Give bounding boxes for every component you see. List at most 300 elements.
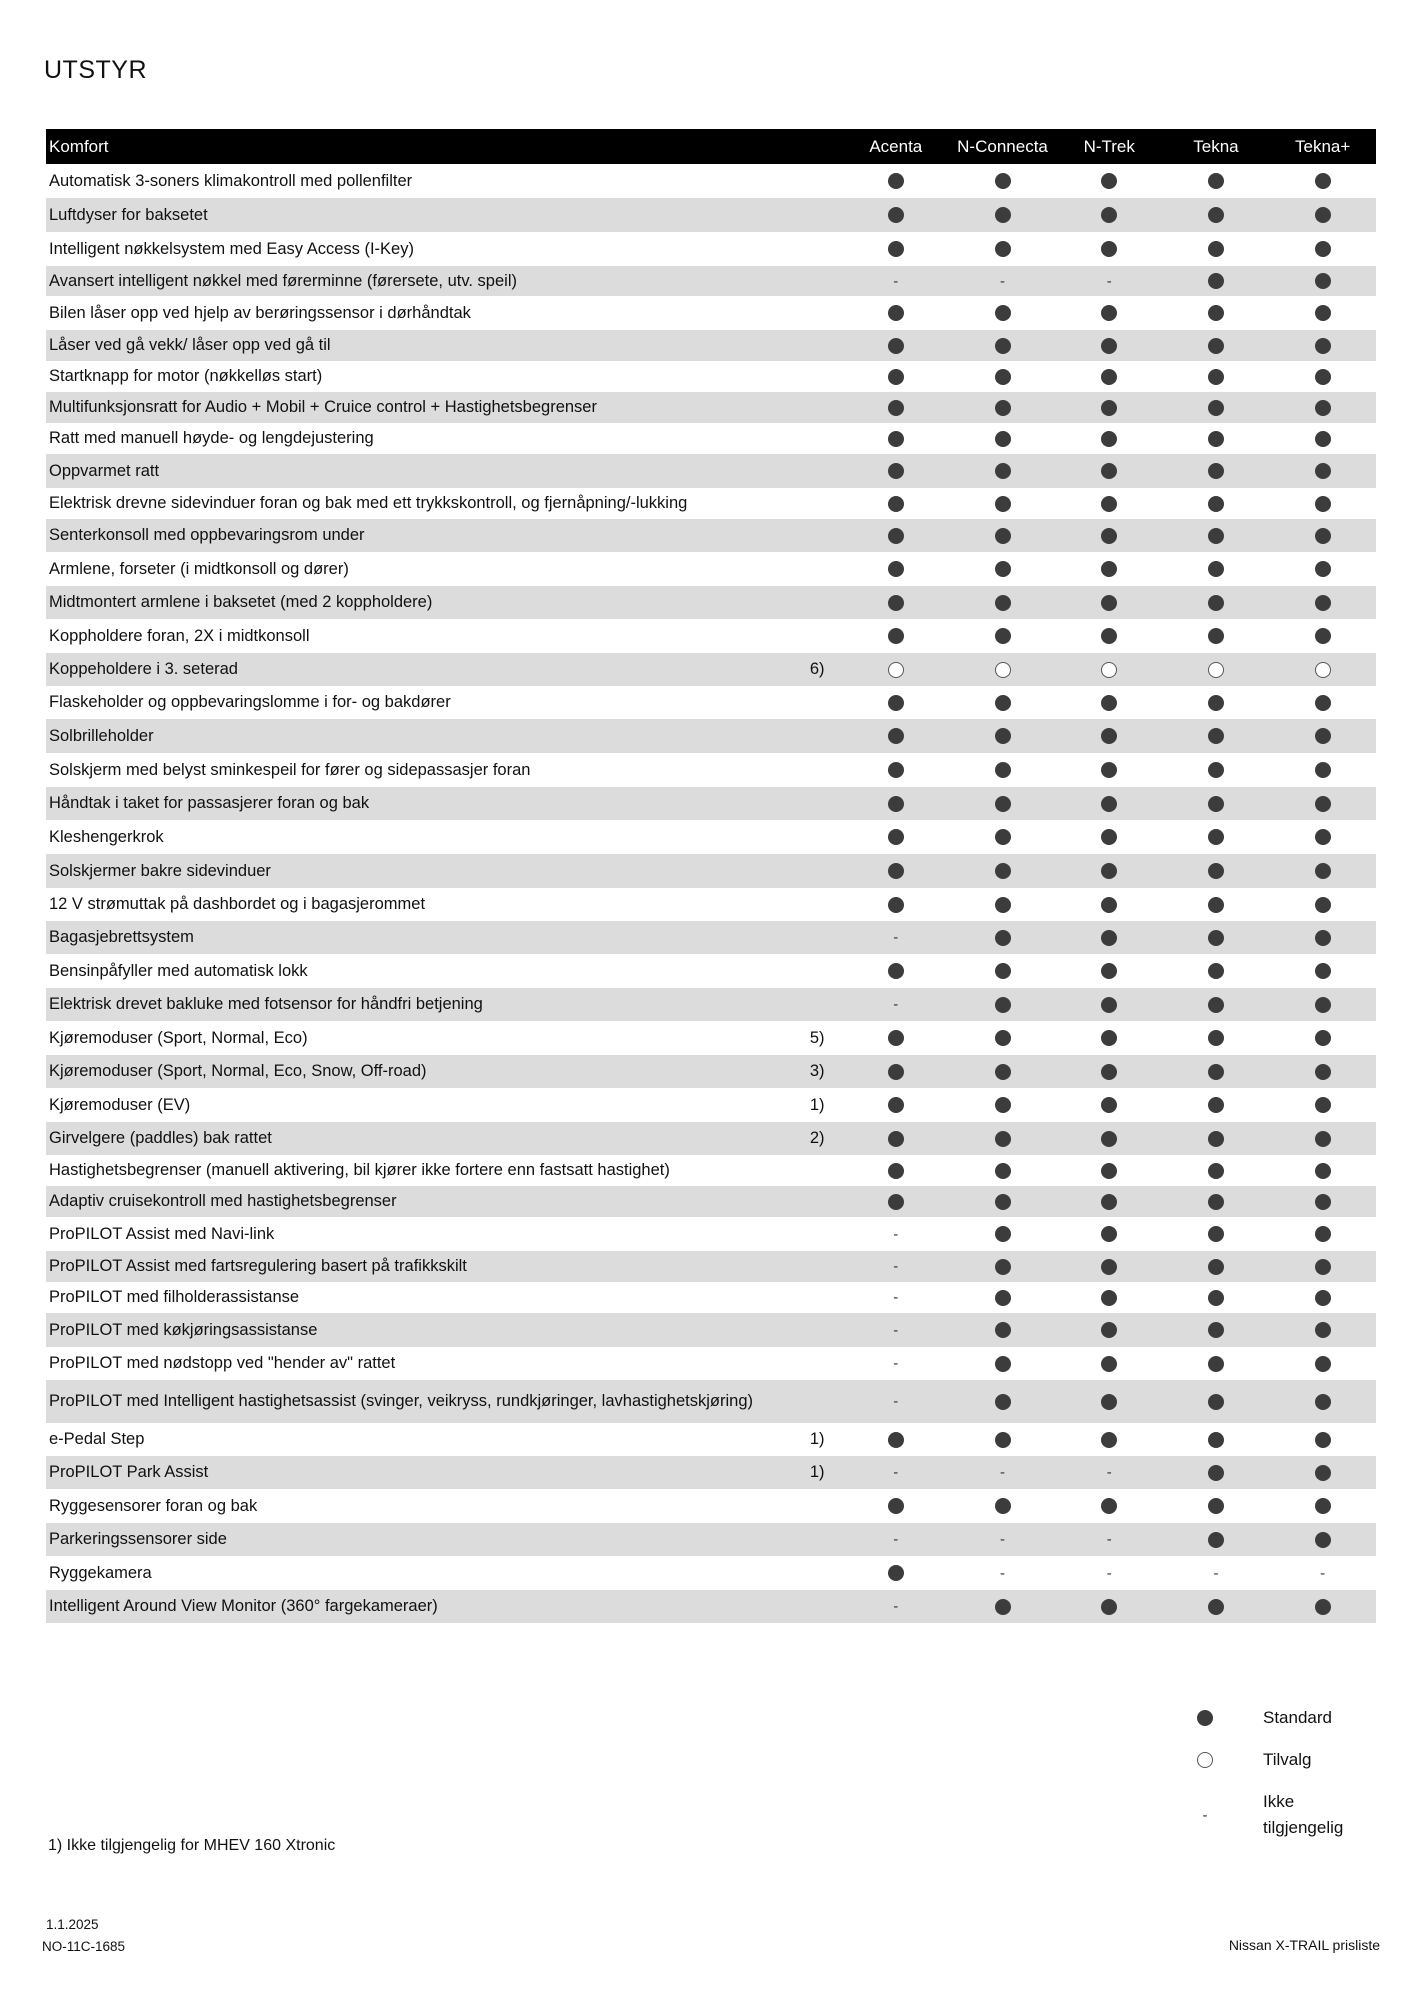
standard-dot-icon	[1101, 1226, 1117, 1242]
standard-dot-icon	[1315, 997, 1331, 1013]
row-label: Armlene, forseter (i midtkonsoll og dører)	[49, 559, 349, 578]
standard-dot-icon	[1315, 1030, 1331, 1046]
value-cell	[1269, 273, 1376, 289]
value-cell	[842, 1598, 949, 1615]
legend-text: Tilvalg	[1263, 1750, 1312, 1769]
standard-dot-icon	[1101, 496, 1117, 512]
value-cell	[842, 796, 949, 812]
standard-dot-icon	[1208, 1097, 1224, 1113]
standard-dot-icon	[888, 963, 904, 979]
row-label: ProPILOT med nødstopp ved "hender av" rattet	[49, 1354, 396, 1372]
row-label: Girvelgere (paddles) bak rattet	[49, 1129, 272, 1147]
standard-dot-icon	[1101, 1259, 1117, 1275]
standard-dot-icon	[995, 1498, 1011, 1514]
not-available-dash: -	[893, 1289, 899, 1306]
table-row	[46, 753, 1376, 787]
row-label: Senterkonsoll med oppbevaringsrom under	[49, 526, 365, 544]
value-cell	[1056, 241, 1163, 257]
standard-dot-icon	[888, 1030, 904, 1046]
standard-dot-icon	[1315, 173, 1331, 189]
not-available-dash: -	[893, 1531, 899, 1548]
standard-dot-icon	[1315, 595, 1331, 611]
value-cell	[1269, 528, 1376, 544]
table-row	[46, 232, 1376, 266]
standard-dot-icon	[1315, 305, 1331, 321]
value-cell	[949, 1464, 1056, 1481]
row-label: Solskjermer bakre sidevinduer	[49, 861, 271, 880]
value-cell	[1163, 1356, 1270, 1372]
table-row	[46, 392, 1376, 423]
value-cell	[1056, 1131, 1163, 1147]
table-row	[46, 361, 1376, 392]
standard-dot-icon	[1315, 1194, 1331, 1210]
table-row	[46, 820, 1376, 854]
row-label: Bensinpåfyller med automatisk lokk	[49, 961, 308, 980]
standard-dot-icon	[888, 628, 904, 644]
footer-code: NO-11C-1685	[42, 1939, 126, 1954]
value-cell	[949, 1599, 1056, 1615]
standard-dot-icon	[1101, 305, 1117, 321]
value-cell	[842, 996, 949, 1013]
value-cell	[1056, 1226, 1163, 1242]
standard-dot-icon	[1208, 997, 1224, 1013]
value-cell	[1056, 400, 1163, 416]
standard-dot-icon	[1315, 528, 1331, 544]
value-cell	[949, 1064, 1056, 1080]
table-row	[46, 1055, 1376, 1088]
optional-circle-icon	[888, 662, 904, 678]
table-row	[46, 1251, 1376, 1282]
value-cell	[1163, 1599, 1270, 1615]
footer-date: 1.1.2025	[46, 1917, 99, 1932]
row-label: Oppvarmet ratt	[49, 461, 160, 480]
standard-dot-icon	[1315, 796, 1331, 812]
value-cell	[1163, 305, 1270, 321]
standard-dot-icon	[888, 829, 904, 845]
value-cell	[842, 338, 949, 354]
standard-dot-icon	[995, 561, 1011, 577]
standard-dot-icon	[1101, 1131, 1117, 1147]
standard-dot-icon	[1315, 463, 1331, 479]
standard-dot-icon	[1208, 930, 1224, 946]
legend-item	[1195, 1705, 1395, 1731]
standard-dot-icon	[1315, 930, 1331, 946]
value-cell	[949, 1565, 1056, 1582]
value-cell	[1163, 762, 1270, 778]
value-cell	[842, 762, 949, 778]
standard-dot-icon	[1315, 963, 1331, 979]
standard-dot-icon	[1208, 431, 1224, 447]
standard-dot-icon	[995, 595, 1011, 611]
standard-dot-icon	[995, 207, 1011, 223]
value-cell	[1269, 1599, 1376, 1615]
table-row	[46, 330, 1376, 361]
standard-dot-icon	[1208, 173, 1224, 189]
value-cell	[1163, 1064, 1270, 1080]
value-cell	[1163, 695, 1270, 711]
value-cell	[1269, 728, 1376, 744]
standard-dot-icon	[1208, 1131, 1224, 1147]
row-label: Midtmontert armlene i baksetet (med 2 koppholdere)	[49, 593, 433, 611]
value-cell	[949, 369, 1056, 385]
value-cell	[949, 400, 1056, 416]
value-cell	[1056, 1432, 1163, 1448]
value-cell	[1269, 241, 1376, 257]
row-note: 1)	[809, 1430, 825, 1448]
value-cell	[949, 273, 1056, 290]
value-cell	[1269, 463, 1376, 479]
table-row	[46, 1347, 1376, 1380]
standard-dot-icon	[888, 305, 904, 321]
row-label: Luftdyser for baksetet	[49, 205, 208, 224]
standard-dot-icon	[1101, 695, 1117, 711]
standard-dot-icon	[1315, 1356, 1331, 1372]
standard-dot-icon	[995, 695, 1011, 711]
standard-dot-icon	[888, 595, 904, 611]
standard-dot-icon	[1208, 1226, 1224, 1242]
standard-dot-icon	[1315, 241, 1331, 257]
standard-dot-icon	[995, 1290, 1011, 1306]
table-row	[46, 787, 1376, 820]
value-cell	[949, 863, 1056, 879]
standard-dot-icon	[1208, 595, 1224, 611]
standard-dot-icon	[888, 728, 904, 744]
standard-dot-icon	[1315, 695, 1331, 711]
row-label: Bagasjebrettsystem	[49, 928, 194, 946]
value-cell	[949, 1394, 1056, 1410]
value-cell	[842, 1163, 949, 1179]
value-cell	[949, 930, 1056, 946]
value-cell	[1269, 207, 1376, 223]
value-cell	[1163, 1432, 1270, 1448]
row-label: ProPILOT med køkjøringsassistanse	[49, 1320, 318, 1339]
value-cell	[842, 1355, 949, 1372]
table-row	[46, 1590, 1376, 1623]
standard-dot-icon	[888, 1194, 904, 1210]
standard-dot-icon	[1315, 1064, 1331, 1080]
row-label: Koppholdere foran, 2X i midtkonsoll	[49, 626, 310, 645]
standard-dot-icon	[1208, 762, 1224, 778]
value-cell	[1269, 496, 1376, 512]
standard-dot-icon	[995, 463, 1011, 479]
value-cell	[1056, 1290, 1163, 1306]
legend-item	[1195, 1747, 1395, 1773]
not-available-dash: -	[1106, 1464, 1112, 1481]
value-cell	[842, 496, 949, 512]
value-cell	[1056, 369, 1163, 385]
legend-text: Standard	[1263, 1708, 1332, 1727]
row-note: 3)	[809, 1062, 825, 1080]
value-cell	[1056, 863, 1163, 879]
value-cell	[1269, 829, 1376, 845]
value-cell	[1269, 338, 1376, 354]
table-row	[46, 921, 1376, 954]
standard-dot-icon	[995, 762, 1011, 778]
value-cell	[842, 1194, 949, 1210]
table-row	[46, 1155, 1376, 1186]
value-cell	[1269, 628, 1376, 644]
standard-dot-icon	[1315, 1259, 1331, 1275]
value-cell	[842, 728, 949, 744]
value-cell	[842, 241, 949, 257]
header-tekna: Tekna	[1193, 136, 1239, 156]
value-cell	[1269, 863, 1376, 879]
value-cell	[1269, 1030, 1376, 1046]
value-cell	[949, 1131, 1056, 1147]
value-cell	[1056, 496, 1163, 512]
value-cell	[842, 662, 949, 678]
row-label: Kleshengerkrok	[49, 827, 164, 846]
value-cell	[949, 628, 1056, 644]
standard-dot-icon	[1208, 628, 1224, 644]
standard-dot-icon	[995, 1097, 1011, 1113]
value-cell	[842, 1322, 949, 1339]
standard-dot-icon	[888, 496, 904, 512]
standard-dot-icon	[1208, 897, 1224, 913]
row-label: Automatisk 3-soners klimakontroll med pollenfilter	[49, 171, 413, 190]
row-label: Intelligent Around View Monitor (360° fargekameraer)	[49, 1597, 438, 1615]
value-cell	[842, 369, 949, 385]
footnote: 1) Ikke tilgjengelig for MHEV 160 Xtronic	[48, 1837, 336, 1854]
value-cell	[949, 1498, 1056, 1514]
value-cell	[1269, 1097, 1376, 1113]
value-cell	[1163, 595, 1270, 611]
standard-dot-icon	[995, 1599, 1011, 1615]
value-cell	[949, 796, 1056, 812]
standard-dot-icon	[1208, 338, 1224, 354]
table-row	[46, 586, 1376, 619]
row-note: 1)	[809, 1463, 825, 1481]
value-cell	[1056, 1565, 1163, 1582]
standard-dot-icon	[1101, 463, 1117, 479]
value-cell	[1163, 963, 1270, 979]
value-cell	[842, 1565, 949, 1581]
value-cell	[1269, 1394, 1376, 1410]
row-label: Adaptiv cruisekontroll med hastighetsbegrenser	[49, 1192, 397, 1210]
value-cell	[949, 1322, 1056, 1338]
table-row	[46, 954, 1376, 988]
standard-dot-icon	[888, 796, 904, 812]
table-row	[46, 1380, 1376, 1423]
standard-dot-icon	[995, 1030, 1011, 1046]
value-cell	[1056, 1394, 1163, 1410]
value-cell	[1056, 1356, 1163, 1372]
standard-dot-icon	[995, 400, 1011, 416]
standard-dot-icon	[1101, 863, 1117, 879]
standard-dot-icon	[1208, 1599, 1224, 1615]
value-cell	[1163, 561, 1270, 577]
legend-symbol	[1195, 1752, 1215, 1768]
standard-dot-icon	[1101, 897, 1117, 913]
row-label: Elektrisk drevne sidevinduer foran og bak med ett trykkskontroll, og fjernåpning/-lukking	[49, 494, 688, 512]
row-label: Koppeholdere i 3. seterad	[49, 660, 238, 678]
standard-dot-icon	[995, 431, 1011, 447]
standard-dot-icon	[1101, 1163, 1117, 1179]
row-note: 2)	[809, 1129, 825, 1147]
standard-dot-icon	[1101, 1356, 1117, 1372]
standard-dot-icon	[1315, 1322, 1331, 1338]
standard-dot-icon	[995, 728, 1011, 744]
optional-circle-icon	[1101, 662, 1117, 678]
standard-dot-icon	[1315, 863, 1331, 879]
standard-dot-icon	[1208, 1465, 1224, 1481]
standard-dot-icon	[1101, 728, 1117, 744]
value-cell	[1056, 463, 1163, 479]
row-note: 5)	[809, 1028, 825, 1047]
value-cell	[1163, 369, 1270, 385]
value-cell	[1269, 1498, 1376, 1514]
value-cell	[949, 1030, 1056, 1046]
value-cell	[1163, 528, 1270, 544]
not-available-dash: -	[893, 1258, 899, 1275]
value-cell	[949, 897, 1056, 913]
standard-dot-icon	[1208, 1030, 1224, 1046]
not-available-dash: -	[1106, 1531, 1112, 1548]
value-cell	[1163, 1565, 1270, 1582]
standard-dot-icon	[1101, 1599, 1117, 1615]
value-cell	[949, 1356, 1056, 1372]
value-cell	[949, 561, 1056, 577]
value-cell	[842, 897, 949, 913]
standard-dot-icon	[1208, 1194, 1224, 1210]
value-cell	[842, 1531, 949, 1548]
value-cell	[842, 628, 949, 644]
standard-dot-icon	[1315, 1394, 1331, 1410]
value-cell	[1269, 897, 1376, 913]
standard-dot-icon	[888, 897, 904, 913]
value-cell	[1163, 1163, 1270, 1179]
value-cell	[842, 463, 949, 479]
row-label: Solskjerm med belyst sminkespeil for fører og sidepassasjer foran	[49, 760, 531, 779]
value-cell	[842, 528, 949, 544]
value-cell	[949, 595, 1056, 611]
standard-dot-icon	[1101, 338, 1117, 354]
value-cell	[1056, 628, 1163, 644]
value-cell	[1056, 1030, 1163, 1046]
standard-dot-icon	[1315, 431, 1331, 447]
value-cell	[1163, 273, 1270, 289]
value-cell	[1163, 1322, 1270, 1338]
standard-dot-icon	[1208, 369, 1224, 385]
standard-dot-icon	[1208, 695, 1224, 711]
value-cell	[1056, 561, 1163, 577]
standard-dot-icon	[888, 1097, 904, 1113]
value-cell	[949, 305, 1056, 321]
standard-dot-icon	[1101, 1194, 1117, 1210]
row-label: Ratt med manuell høyde- og lengdejustering	[49, 429, 374, 447]
table-row	[46, 1423, 1376, 1456]
not-available-dash: -	[1106, 1564, 1112, 1582]
row-label: 12 V strømuttak på dashbordet og i bagasjerommet	[49, 895, 426, 913]
standard-dot-icon	[995, 1259, 1011, 1275]
value-cell	[1056, 305, 1163, 321]
table-row	[46, 1556, 1376, 1590]
table-row	[46, 198, 1376, 232]
value-cell	[1163, 662, 1270, 678]
not-available-dash: -	[893, 1355, 899, 1372]
value-cell	[842, 1064, 949, 1080]
value-cell	[1163, 1394, 1270, 1410]
standard-dot-icon	[995, 338, 1011, 354]
standard-dot-icon	[1208, 273, 1224, 289]
value-cell	[1269, 369, 1376, 385]
value-cell	[949, 528, 1056, 544]
row-label: ProPILOT med Intelligent hastighetsassist (svinger, veikryss, rundkjøringer, lavhastighetskjøring)	[49, 1392, 753, 1410]
standard-dot-icon	[888, 1432, 904, 1448]
not-available-dash: -	[893, 996, 899, 1013]
standard-dot-icon	[1315, 1097, 1331, 1113]
row-label: Parkeringssensorer side	[49, 1530, 227, 1548]
standard-dot-icon	[1101, 431, 1117, 447]
standard-dot-icon	[1101, 207, 1117, 223]
value-cell	[842, 173, 949, 189]
standard-dot-icon	[888, 1131, 904, 1147]
standard-dot-icon	[1208, 728, 1224, 744]
standard-dot-icon	[1101, 829, 1117, 845]
value-cell	[1163, 241, 1270, 257]
standard-dot-icon	[1315, 400, 1331, 416]
standard-dot-icon	[1101, 528, 1117, 544]
header-n-connecta: N-Connecta	[957, 136, 1048, 156]
value-cell	[1056, 930, 1163, 946]
value-cell	[1163, 628, 1270, 644]
value-cell	[1163, 496, 1270, 512]
standard-dot-icon	[995, 1163, 1011, 1179]
value-cell	[1269, 1226, 1376, 1242]
value-cell	[949, 463, 1056, 479]
row-note: 6)	[809, 660, 825, 678]
standard-dot-icon	[1208, 207, 1224, 223]
standard-dot-icon	[1101, 1498, 1117, 1514]
standard-dot-icon	[1101, 963, 1117, 979]
standard-dot-icon	[1315, 1599, 1331, 1615]
value-cell	[1056, 273, 1163, 290]
optional-circle-icon	[995, 662, 1011, 678]
value-cell	[1269, 762, 1376, 778]
value-cell	[949, 1290, 1056, 1306]
table-row	[46, 266, 1376, 296]
value-cell	[1163, 338, 1270, 354]
standard-dot-icon	[995, 369, 1011, 385]
value-cell	[949, 1531, 1056, 1548]
value-cell	[1163, 829, 1270, 845]
row-label: Kjøremoduser (Sport, Normal, Eco, Snow, Off-road)	[49, 1062, 427, 1080]
standard-dot-icon	[1101, 1322, 1117, 1338]
row-label: Solbrilleholder	[49, 726, 154, 745]
value-cell	[1269, 1565, 1376, 1582]
standard-dot-icon	[1315, 728, 1331, 744]
standard-dot-icon	[995, 863, 1011, 879]
value-cell	[949, 829, 1056, 845]
page-title: UTSTYR	[44, 56, 147, 84]
standard-dot-icon	[1315, 1498, 1331, 1514]
value-cell	[842, 431, 949, 447]
value-cell	[1163, 930, 1270, 946]
table-row	[46, 988, 1376, 1021]
row-label: Avansert intelligent nøkkel med førerminne (førersete, utv. speil)	[49, 271, 517, 290]
standard-dot-icon	[1315, 1163, 1331, 1179]
standard-dot-icon	[888, 1064, 904, 1080]
value-cell	[1163, 796, 1270, 812]
table-row	[46, 719, 1376, 753]
value-cell	[842, 1393, 949, 1410]
standard-dot-icon	[1101, 762, 1117, 778]
value-cell	[1163, 728, 1270, 744]
value-cell	[1163, 1465, 1270, 1481]
standard-dot-icon	[1101, 1432, 1117, 1448]
value-cell	[1056, 338, 1163, 354]
standard-dot-icon	[1208, 1259, 1224, 1275]
